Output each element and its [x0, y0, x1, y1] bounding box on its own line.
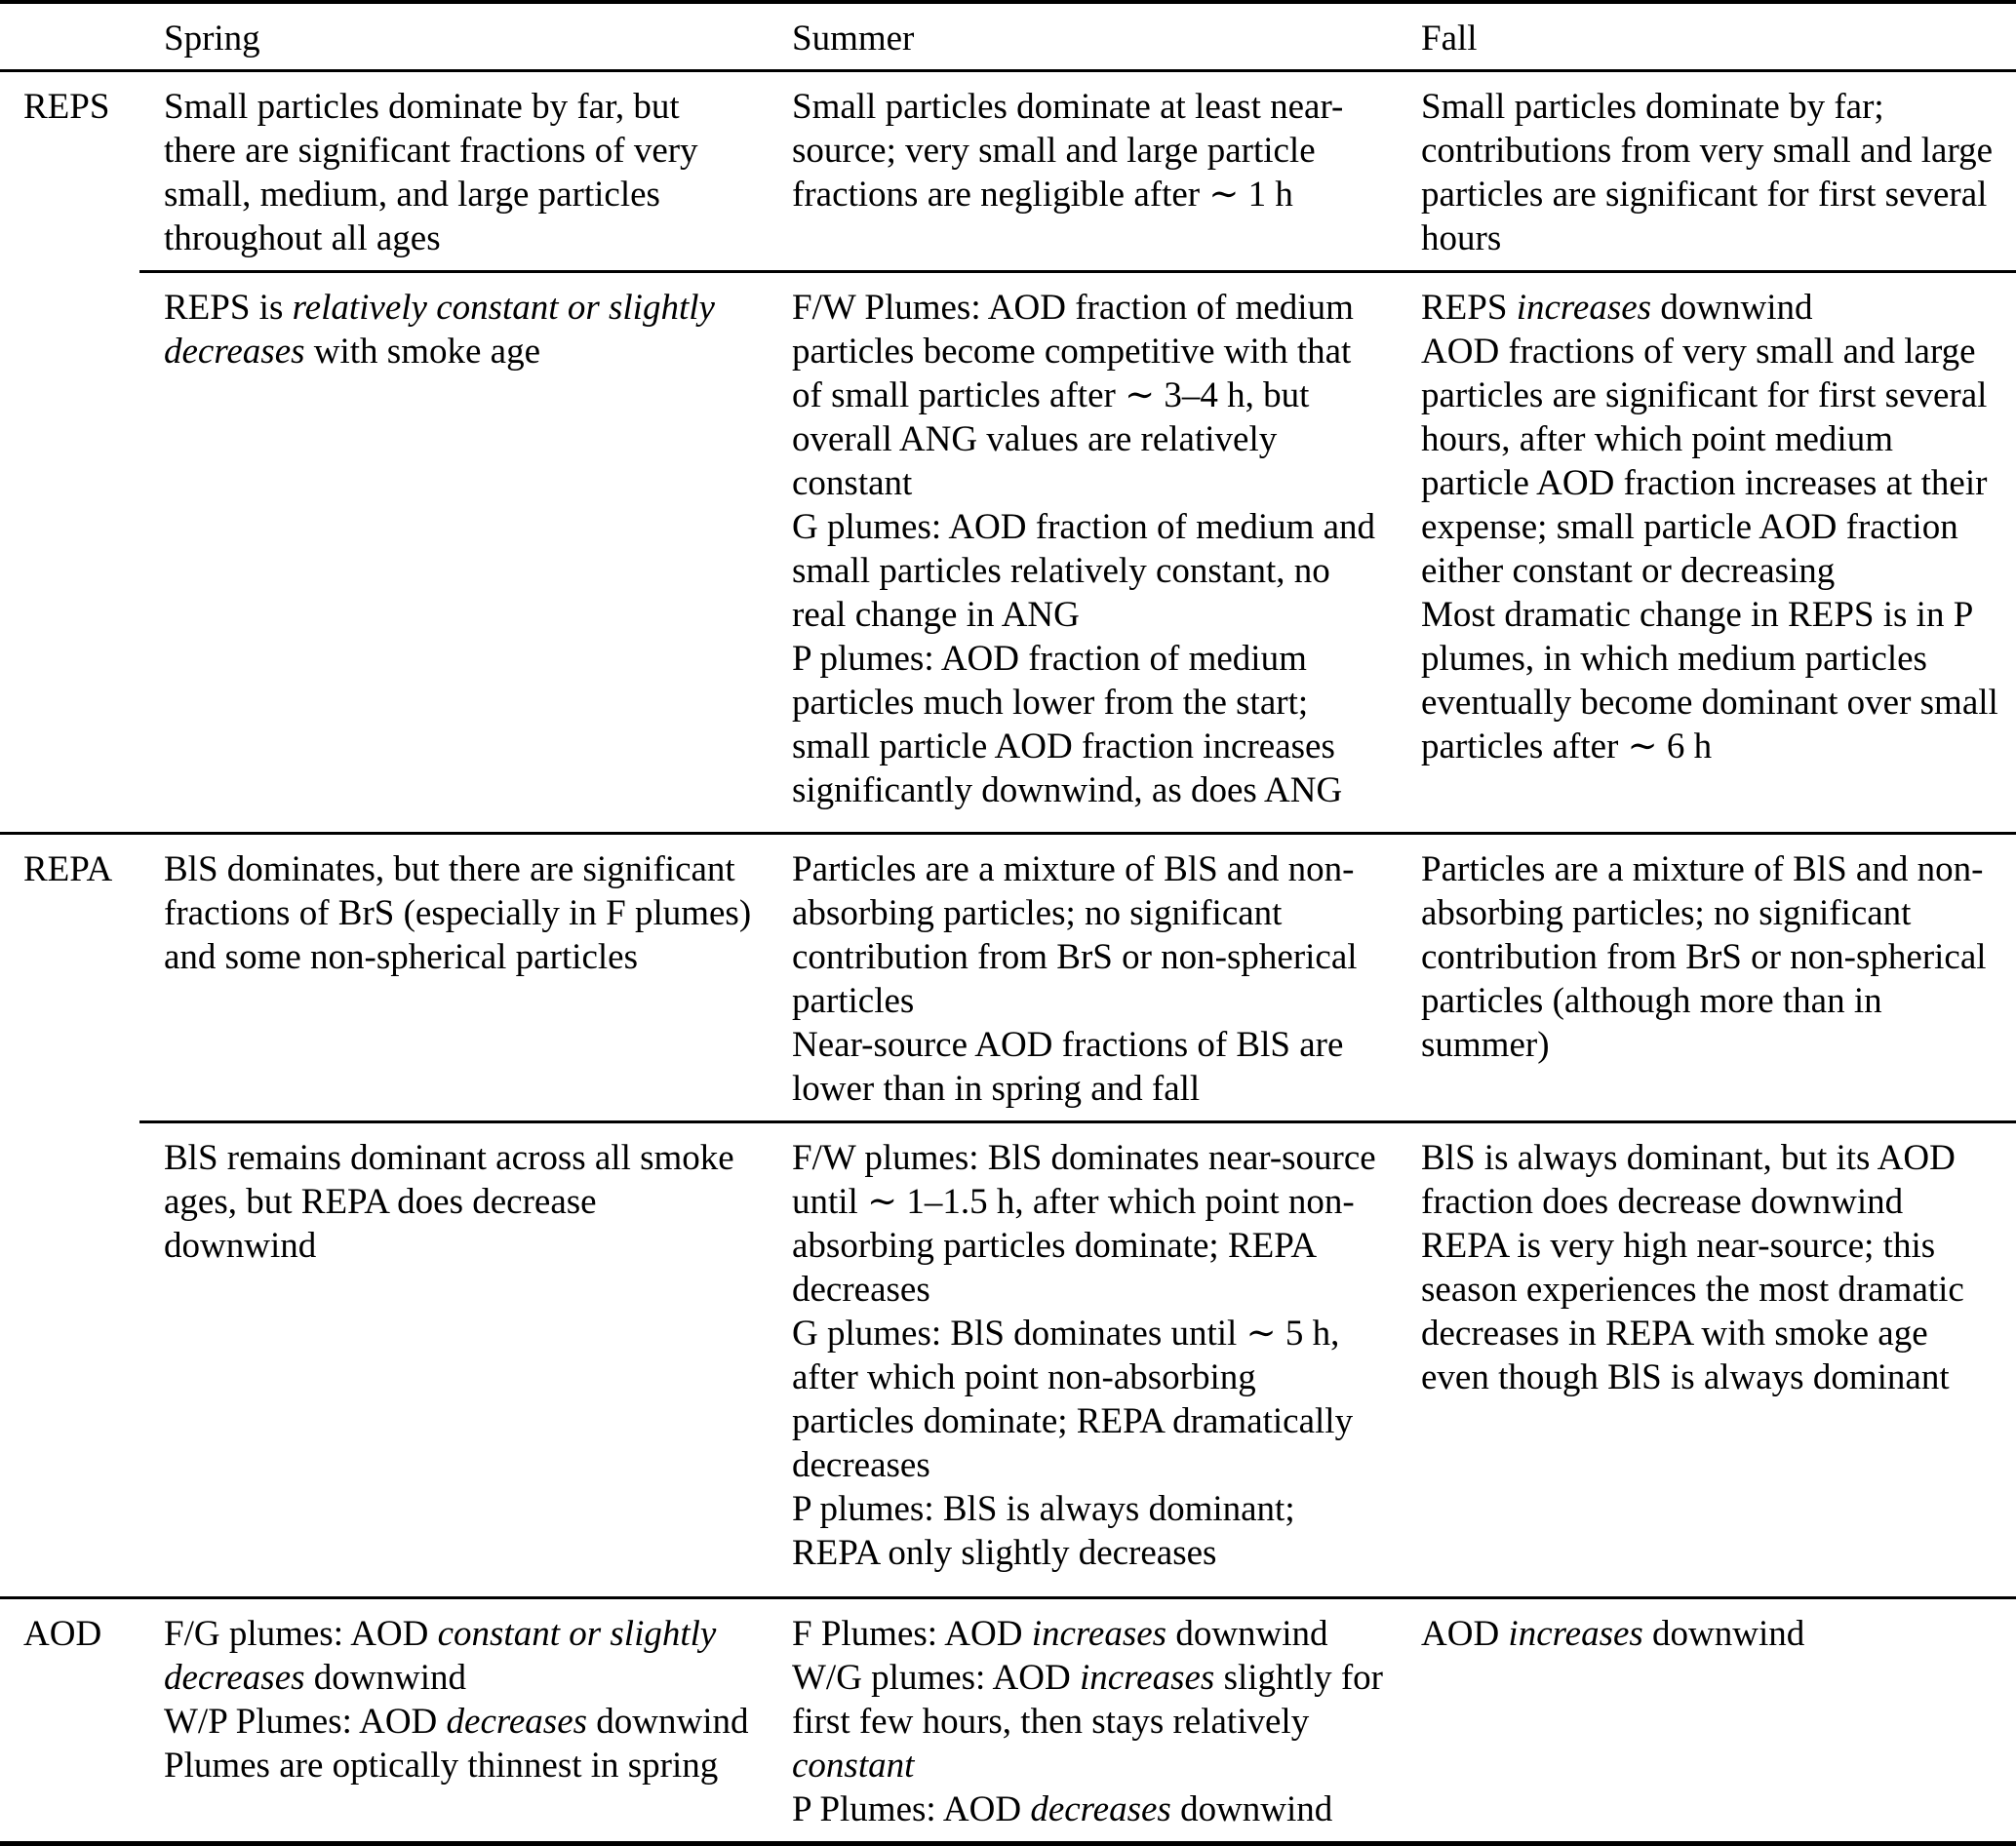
text-run: Near-source AOD fractions of BlS are lower than in spring and fall [792, 1025, 1344, 1109]
text-run: downwind [304, 1658, 466, 1698]
cell-repa-overview-fall [1397, 834, 2016, 1122]
paragraph [164, 286, 756, 373]
text-run: REPS [1421, 288, 1517, 328]
text-run: Particles are a mixture of BlS and non-absorbing particles; no significant contribution from BrS or non-spherical particles (although more than in summer) [1421, 849, 1987, 1065]
column-header-summer: Summer [768, 2, 1397, 71]
paragraph [164, 1700, 756, 1744]
cell-aod-summer [768, 1598, 1397, 1844]
cell-reps-evolution-summer [768, 272, 1397, 834]
column-header-fall: Fall [1397, 2, 2016, 71]
paragraph [792, 1612, 1385, 1656]
text-run: downwind [1166, 1614, 1328, 1654]
cell-reps-evolution-fall [1397, 272, 2016, 834]
paragraph [164, 1612, 756, 1700]
paragraph [164, 1744, 756, 1787]
text-run: P plumes: BlS is always dominant; REPA only slightly decreases [792, 1489, 1295, 1573]
cell-repa-evolution-spring [139, 1122, 768, 1598]
paragraph [792, 1787, 1385, 1831]
text-run: REPA is very high near-source; this season experiences the most dramatic decreases in REPA with smoke age even though BlS is always dominant [1421, 1226, 1964, 1397]
cell-aod-fall [1397, 1598, 2016, 1844]
paragraph [1421, 847, 2004, 1067]
paragraph [792, 1312, 1385, 1487]
repa-evolution-row [0, 1122, 2016, 1598]
column-header-spring: Spring [139, 2, 768, 71]
cell-aod-spring [139, 1598, 768, 1844]
text-run: F/W plumes: BlS dominates near-source until ∼ 1–1.5 h, after which point non-absorbing particles dominate; REPA decreases [792, 1138, 1376, 1310]
cell-repa-overview-spring [139, 834, 768, 1122]
text-run-italic: increases [1079, 1658, 1215, 1698]
text-run-italic: increases [1031, 1614, 1167, 1654]
text-run: P plumes: AOD fraction of medium particles much lower from the start; small particle AOD fraction increases significantly downwind, as does ANG [792, 639, 1343, 810]
text-run-italic: constant or slightly decreases [164, 1614, 717, 1698]
paragraph [164, 85, 756, 260]
cell-repa-overview-summer [768, 834, 1397, 1122]
text-run: downwind [1642, 1614, 1805, 1654]
paragraph [792, 1487, 1385, 1575]
text-run: AOD fractions of very small and large particles are significant for first several hours, after which point medium particle AOD fraction increases at their expense; small particle AOD fraction either constant or decreasing [1421, 332, 1988, 591]
cell-reps-overview-summer [768, 71, 1397, 272]
paragraph [164, 847, 756, 979]
aod-row [0, 1598, 2016, 1844]
cell-reps-overview-spring [139, 71, 768, 272]
paragraph [164, 1136, 756, 1268]
text-run: W/P Plumes: AOD [164, 1702, 447, 1742]
cell-repa-evolution-fall [1397, 1122, 2016, 1598]
paragraph [792, 85, 1385, 216]
text-run: Most dramatic change in REPS is in P plumes, in which medium particles eventually become dominant over small particles after ∼ 6 h [1421, 595, 1998, 766]
reps-evolution-row [0, 272, 2016, 834]
row-label-reps: REPS [0, 71, 139, 834]
paragraph [1421, 1612, 2004, 1656]
text-run: F/G plumes: AOD [164, 1614, 438, 1654]
column-header-empty [0, 2, 139, 71]
cell-reps-overview-fall [1397, 71, 2016, 272]
text-run: REPS is [164, 288, 293, 328]
text-run-italic: decreases [446, 1702, 588, 1742]
paragraph [792, 847, 1385, 1023]
repa-overview-row [0, 834, 2016, 1122]
row-label-aod: AOD [23, 1614, 102, 1654]
paragraph [1421, 1136, 2004, 1224]
text-run-italic: increases [1516, 288, 1652, 328]
text-run-italic: relatively constant or slightly decreases [164, 288, 715, 372]
text-run-italic: increases [1508, 1614, 1643, 1654]
text-run: G plumes: AOD fraction of medium and small particles relatively constant, no real change in ANG [792, 507, 1376, 635]
paragraph [1421, 286, 2004, 330]
paragraph [792, 286, 1385, 505]
text-run: Small particles dominate at least near-source; very small and large particle fractions are negligible after ∼ 1 h [792, 87, 1344, 215]
text-run: Small particles dominate by far, but there are significant fractions of very small, medium, and large particles throughout all ages [164, 87, 698, 258]
text-run: W/G plumes: AOD [792, 1658, 1080, 1698]
text-run: slightly for first few hours, then stays relatively [792, 1658, 1383, 1742]
text-run: downwind [1651, 288, 1813, 328]
paragraph [1421, 1224, 2004, 1399]
text-run: Plumes are optically thinnest in spring [164, 1746, 719, 1786]
text-run: Particles are a mixture of BlS and non-absorbing particles; no significant contribution from BrS or non-spherical particles [792, 849, 1358, 1021]
text-run: downwind [1170, 1789, 1333, 1829]
text-run: P Plumes: AOD [792, 1789, 1031, 1829]
row-label-repa: REPA [0, 834, 139, 1598]
paragraph [1421, 330, 2004, 593]
paragraph [792, 1656, 1385, 1787]
text-run: F/W Plumes: AOD fraction of medium particles become competitive with that of small particles after ∼ 3–4 h, but overall ANG values are relatively constant [792, 288, 1354, 503]
text-run: G plumes: BlS dominates until ∼ 5 h, after which point non-absorbing particles dominate; REPA dramatically decreases [792, 1314, 1354, 1485]
text-run: downwind [587, 1702, 749, 1742]
text-run-italic: decreases [1030, 1789, 1171, 1829]
cell-reps-evolution-spring [139, 272, 768, 834]
paragraph [792, 505, 1385, 637]
paragraph [792, 637, 1385, 812]
text-run: BlS dominates, but there are significant fractions of BrS (especially in F plumes) and some non-spherical particles [164, 849, 752, 977]
paragraph [1421, 85, 2004, 260]
reps-overview-row [0, 71, 2016, 272]
text-run: with smoke age [304, 332, 540, 372]
text-run: F Plumes: AOD [792, 1614, 1032, 1654]
text-run: Small particles dominate by far; contributions from very small and large particles are significant for first several hours [1421, 87, 1994, 258]
text-run: BlS remains dominant across all smoke ages, but REPA does decrease downwind [164, 1138, 734, 1266]
paragraph [1421, 593, 2004, 768]
header-row [0, 2, 2016, 71]
cell-repa-evolution-summer [768, 1122, 1397, 1598]
text-run-italic: constant [792, 1746, 915, 1786]
paragraph [792, 1023, 1385, 1111]
text-run: AOD [1421, 1614, 1509, 1654]
paragraph [792, 1136, 1385, 1312]
text-run: BlS is always dominant, but its AOD fraction does decrease downwind [1421, 1138, 1956, 1222]
